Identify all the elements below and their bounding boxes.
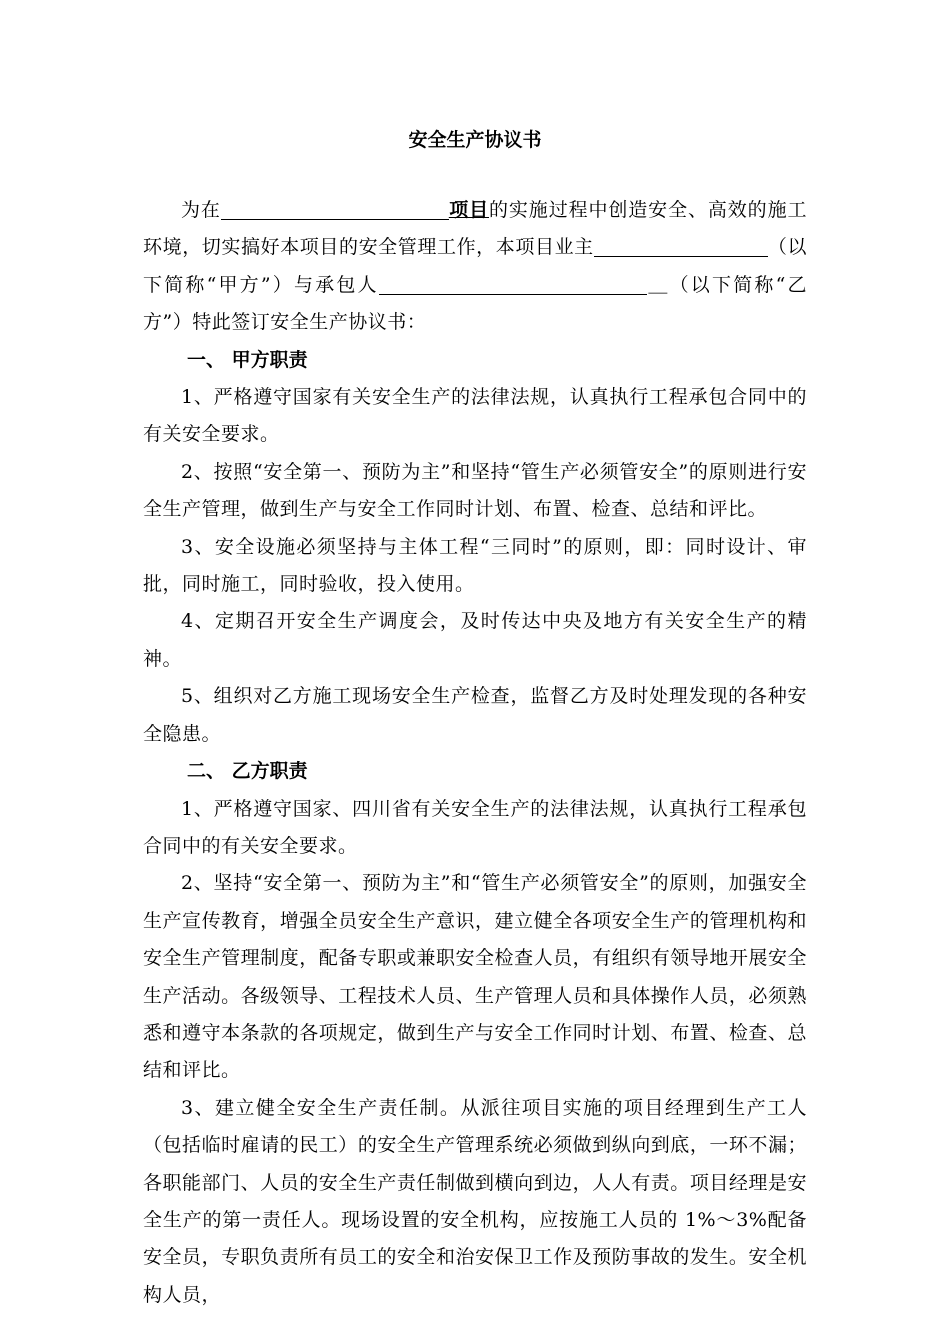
section2-item-3: 3、建立健全安全生产责任制。从派往项目实施的项目经理到生产工人（包括临时雇请的民工）的安全生产管理系统必须做到纵向到底，一环不漏；各职能部门、人员的安全生产责任制做到横向到边，人人有责。项目经理是安全生产的第一责任人。现场设置的安全机构，应按施工人员的 1%～3%配备安全员，专职负责所有员工的安全和治安保卫工作及预防事故的发生。安全机构人员， bbox=[143, 1096, 807, 1306]
intro-text-1: 为在 bbox=[181, 199, 221, 221]
section2-item-2: 2、坚持“安全第一、预防为主”和“管生产必须管安全”的原则，加强安全生产宣传教育，增强全员安全生产意识，建立健全各项安全生产的管理机构和安全生产管理制度，配备专职或兼职安全检查人员，有组织有领导地开展安全生产活动。各级领导、工程技术人员、生产管理人员和具体操作人员，必须熟悉和遵守本条款的各项规定，做到生产与安全工作同时计划、布置、检查、总结和评比。 bbox=[143, 872, 807, 1082]
intro-text-3: （以下简称“甲方”）与承包人 bbox=[143, 236, 807, 296]
section2-heading: 二、 乙方职责 bbox=[187, 760, 308, 783]
document-body bbox=[143, 192, 807, 1314]
section1-item-3: 3、安全设施必须坚持与主体工程“三同时”的原则，即：同时设计、审批，同时施工，同时验收，投入使用。 bbox=[143, 535, 807, 596]
contractor-name-blank bbox=[379, 275, 647, 295]
section1-item-5: 5、组织对乙方施工现场安全生产检查，监督乙方及时处理发现的各种安全隐患。 bbox=[143, 685, 807, 745]
project-name-blank bbox=[221, 200, 449, 220]
section2-item-1: 1、严格遵守国家、四川省有关安全生产的法律法规，认真执行工程承包合同中的有关安全要求。 bbox=[143, 797, 807, 857]
section1-item-2: 2、按照“安全第一、预防为主”和坚持“管生产必须管安全”的原则进行安全生产管理，做到生产与安全工作同时计划、布置、检查、总结和评比。 bbox=[143, 460, 807, 521]
section1-heading: 一、 甲方职责 bbox=[187, 348, 308, 371]
section1-item-1: 1、严格遵守国家有关安全生产的法律法规，认真执行工程承包合同中的有关安全要求。 bbox=[143, 386, 807, 446]
intro-text-4: ＿（以下简称“乙方”）特此签订安全生产协议书： bbox=[143, 273, 807, 334]
section1-item-4: 4、定期召开安全生产调度会，及时传达中央及地方有关安全生产的精神。 bbox=[143, 610, 807, 670]
project-word: 项目 bbox=[448, 199, 489, 221]
document-title: 安全生产协议书 bbox=[408, 129, 542, 151]
intro-paragraph bbox=[143, 192, 807, 342]
intro-text-2: 的实施过程中创造安全、高效的施工环境，切实搞好本项目的安全管理工作，本项目业主 bbox=[143, 199, 807, 259]
owner-name-blank bbox=[594, 237, 768, 257]
